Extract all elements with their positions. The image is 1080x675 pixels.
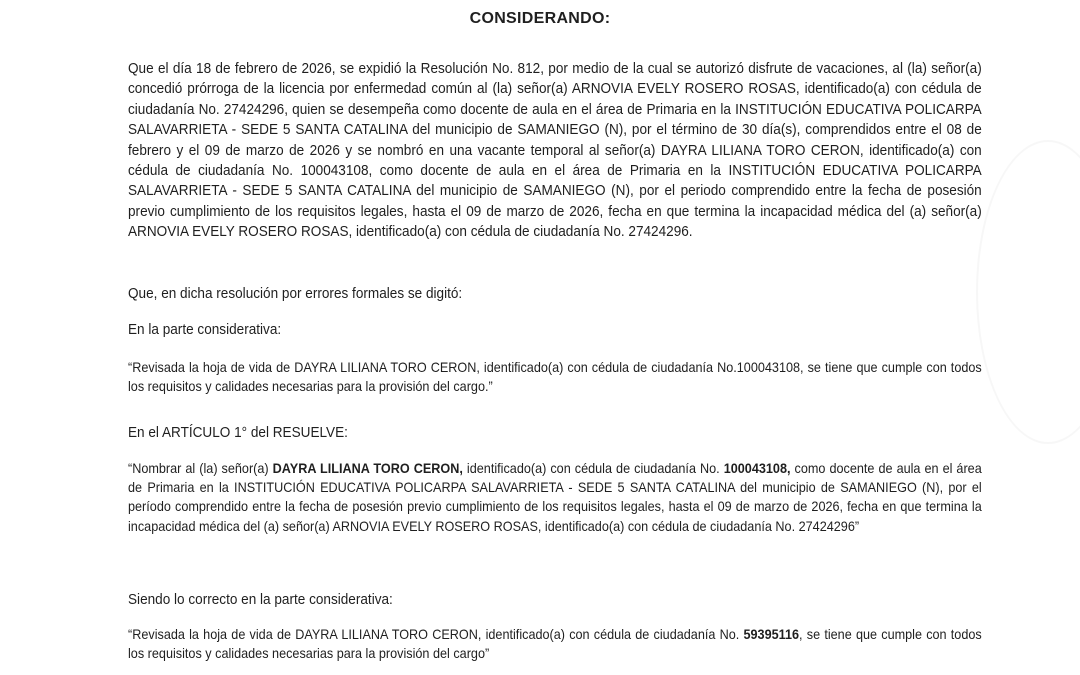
label-considerative-part: En la parte considerativa: [128, 322, 282, 338]
faded-stamp [976, 140, 1080, 444]
paragraph-formal-errors: Que, en dicha resolución por errores formales se digitó: [128, 286, 463, 302]
quote-correct-id: 59395116 [743, 627, 800, 642]
quote-article-1-part-c: como docente de aula en el área de Primaria en la INSTITUCIÓN EDUCATIVA POLICARPA SALAVARRIETA - SEDE 5 SANTA CATALINA del municipio de SAMANIEGO (N), por el período comprendido entre la fecha de posesión previo cumplimiento de los requisitos legales, hasta el 09 de marzo de 2026, fecha en que termina la incapacidad médica del (a) señor(a) ARNOVIA EVELY ROSERO ROSAS, identificado(a) con cédula de ciudadanía No. 27424296” [128, 461, 982, 534]
quote-article-1 [128, 459, 982, 536]
quote-correct-part-a: “Revisada la hoja de vida de DAYRA LILIANA TORO CERON, identificado(a) con cédula de ciudadanía No. [128, 627, 744, 642]
quote-correct-part-b: , se tiene que cumple con todos los requisitos y calidades necesarias para la provisión del cargo” [128, 627, 982, 662]
quote-article-1-name: DAYRA LILIANA TORO CERON, [272, 461, 463, 476]
paragraph-resolution-summary: Que el día 18 de febrero de 2026, se expidió la Resolución No. 812, por medio de la cual se autorizó disfrute de vacaciones, al (la) señor(a) concedió prórroga de la licencia por enfermedad común al (la) señor(a) ARNOVIA EVELY ROSERO ROSAS, identificado(a) con cédula de ciudadanía No. 27424296, quien se desempeña como docente de aula en el área de Primaria en la INSTITUCIÓN EDUCATIVA POLICARPA SALAVARRIETA - SEDE 5 SANTA CATALINA del municipio de SAMANIEGO (N), por el término de 30 día(s), comprendidos entre el 08 de febrero y el 09 de marzo de 2026 y se nombró en una vacante temporal al señor(a) DAYRA LILIANA TORO CERON, identificado(a) con cédula de ciudadanía No. 100043108, como docente de aula en el área de Primaria en la INSTITUCIÓN EDUCATIVA POLICARPA SALAVARRIETA - SEDE 5 SANTA CATALINA del municipio de SAMANIEGO (N), por el periodo comprendido entre la fecha de posesión previo cumplimiento de los requisitos legales, hasta el 09 de marzo de 2026, fecha en que termina la incapacidad médica del (a) señor(a) ARNOVIA EVELY ROSERO ROSAS, identificado(a) con cédula de ciudadanía No. 27424296. [128, 61, 982, 241]
label-correct-considerative: Siendo lo correcto en la parte considerativa: [128, 592, 393, 608]
quote-article-1-part-b: identificado(a) con cédula de ciudadanía No. [462, 461, 724, 476]
quote-article-1-id: 100043108, [723, 461, 791, 476]
quote-considerative-correct [128, 625, 982, 663]
label-article-1: En el ARTÍCULO 1° del RESUELVE: [128, 425, 348, 441]
quote-article-1-part-a: “Nombrar al (la) señor(a) [128, 461, 273, 476]
quote-considerative-original: “Revisada la hoja de vida de DAYRA LILIANA TORO CERON, identificado(a) con cédula de ciudadanía No.100043108, se tiene que cumple con todos los requisitos y calidades necesarias para la provisión del cargo.” [128, 360, 982, 395]
section-heading: CONSIDERANDO: [469, 10, 611, 27]
